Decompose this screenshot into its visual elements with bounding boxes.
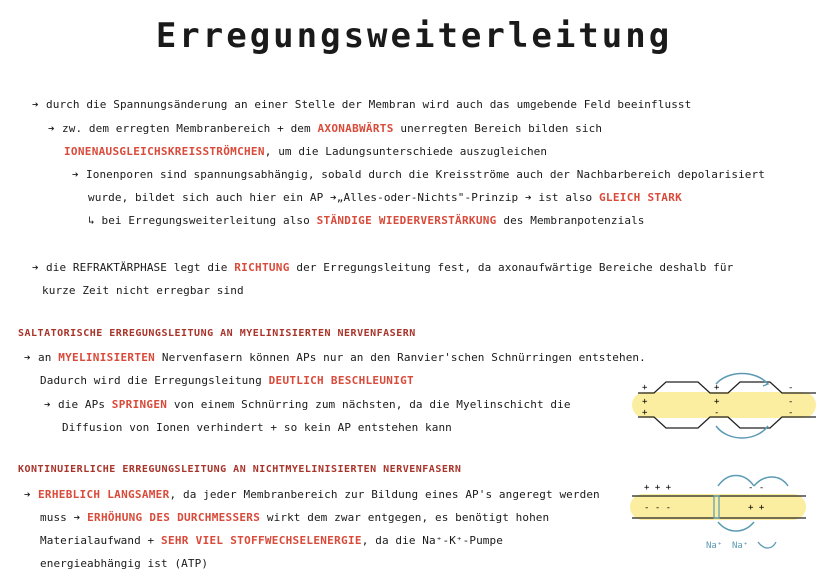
arrow-right-icon: ➔ bbox=[24, 488, 31, 501]
bullet-langsamer: ➔ ERHEBLICH LANGSAMER, da jeder Membranbereich zur Bildung eines AP's angeregt werden bbox=[24, 488, 600, 501]
section-heading-kontinuierlich: KONTINUIERLICHE ERREGUNGSLEITUNG AN NICHTMYELINISIERTEN NERVENFASERN bbox=[18, 464, 462, 475]
text-line: Materialaufwand + SEHR VIEL STOFFWECHSELENERGIE, da die Na⁺-K⁺-Pumpe bbox=[40, 534, 503, 547]
svg-text:+: + bbox=[714, 397, 720, 407]
myelinated-fiber-figure bbox=[632, 372, 818, 444]
svg-text:-: - bbox=[788, 383, 794, 393]
page-title: Erregungsweiterleitung bbox=[155, 16, 673, 56]
text-line: muss ➔ ERHÖHUNG DES DURCHMESSERS wirkt dem zwar entgegen, es benötigt hohen bbox=[40, 511, 550, 524]
text-line: wurde, bildet sich auch hier ein AP ➔„Alles-oder-Nichts"-Prinzip ➔ ist also GLEICH STARK bbox=[88, 191, 683, 204]
sub-bullet-wiederverstaerkung: ↳ bei Erregungsweiterleitung also STÄNDIGE WIEDERVERSTÄRKUNG des Membranpotenzials bbox=[88, 214, 645, 227]
text-line: Dadurch wird die Erregungsleitung DEUTLICH BESCHLEUNIGT bbox=[40, 374, 414, 387]
svg-text:+: + bbox=[642, 397, 648, 407]
arrow-right-icon: ➔ bbox=[32, 261, 39, 274]
ion-label-na-1: Na⁺ bbox=[706, 541, 723, 551]
svg-text:+: + bbox=[642, 383, 648, 393]
arrow-right-icon: ➔ bbox=[525, 191, 532, 204]
svg-text:+: + bbox=[714, 383, 720, 393]
bullet-springen: ➔ die APs SPRINGEN von einem Schnürring zum nächsten, da die Myelinschicht die bbox=[44, 398, 571, 411]
bullet-ionenporen: ➔ Ionenporen sind spannungsabhängig, sobald durch die Kreisströme auch der Nachbarbereich depolarisiert bbox=[72, 168, 765, 181]
arrow-right-icon: ➔ bbox=[330, 191, 337, 204]
arrow-right-icon: ➔ bbox=[48, 122, 55, 135]
svg-text:+: + bbox=[642, 408, 648, 418]
bullet-myelinisiert: ➔ an MYELINISIERTEN Nervenfasern können APs nur an den Ranvier'schen Schnürringen entstehen. bbox=[24, 351, 646, 364]
section-heading-saltatorisch: SALTATORISCHE ERREGUNGSLEITUNG AN MYELINISIERTEN NERVENFASERN bbox=[18, 328, 416, 339]
svg-text:- -: - - bbox=[748, 483, 765, 493]
unmyelinated-fiber-figure bbox=[630, 470, 818, 562]
svg-text:+ + +: + + + bbox=[644, 483, 672, 493]
bullet-spannungsaenderung: ➔ durch die Spannungsänderung an einer Stelle der Membran wird auch das umgebende Feld beeinflusst bbox=[32, 98, 692, 111]
svg-text:- - -: - - - bbox=[644, 503, 672, 513]
bullet-kreisstroeme: ➔ zw. dem erregten Membranbereich + dem AXONABWÄRTS unerregten Bereich bilden sich bbox=[48, 122, 603, 135]
arrow-right-icon: ➔ bbox=[32, 98, 39, 111]
ion-label-na-2: Na⁺ bbox=[732, 541, 749, 551]
text-line: Diffusion von Ionen verhindert + so kein AP entstehen kann bbox=[62, 421, 452, 434]
text-line: energieabhängig ist (ATP) bbox=[40, 557, 209, 570]
arrow-right-icon: ➔ bbox=[44, 398, 51, 411]
text-line: kurze Zeit nicht erregbar sind bbox=[42, 284, 244, 297]
text-line: IONENAUSGLEICHSKREISSTRÖMCHEN, um die Ladungsunterschiede auszugleichen bbox=[64, 145, 548, 158]
svg-text:+ +: + + bbox=[748, 503, 765, 513]
svg-text:-: - bbox=[788, 397, 794, 407]
arrow-return-icon: ↳ bbox=[88, 214, 95, 227]
svg-text:-: - bbox=[788, 408, 794, 418]
arrow-right-icon: ➔ bbox=[24, 351, 31, 364]
svg-text:-: - bbox=[714, 408, 720, 418]
bullet-refraktaerphase: ➔ die REFRAKTÄRPHASE legt die RICHTUNG der Erregungsleitung fest, da axonaufwärtige Bereiche deshalb für bbox=[32, 261, 734, 274]
arrow-right-icon: ➔ bbox=[73, 511, 81, 524]
arrow-right-icon: ➔ bbox=[72, 168, 79, 181]
